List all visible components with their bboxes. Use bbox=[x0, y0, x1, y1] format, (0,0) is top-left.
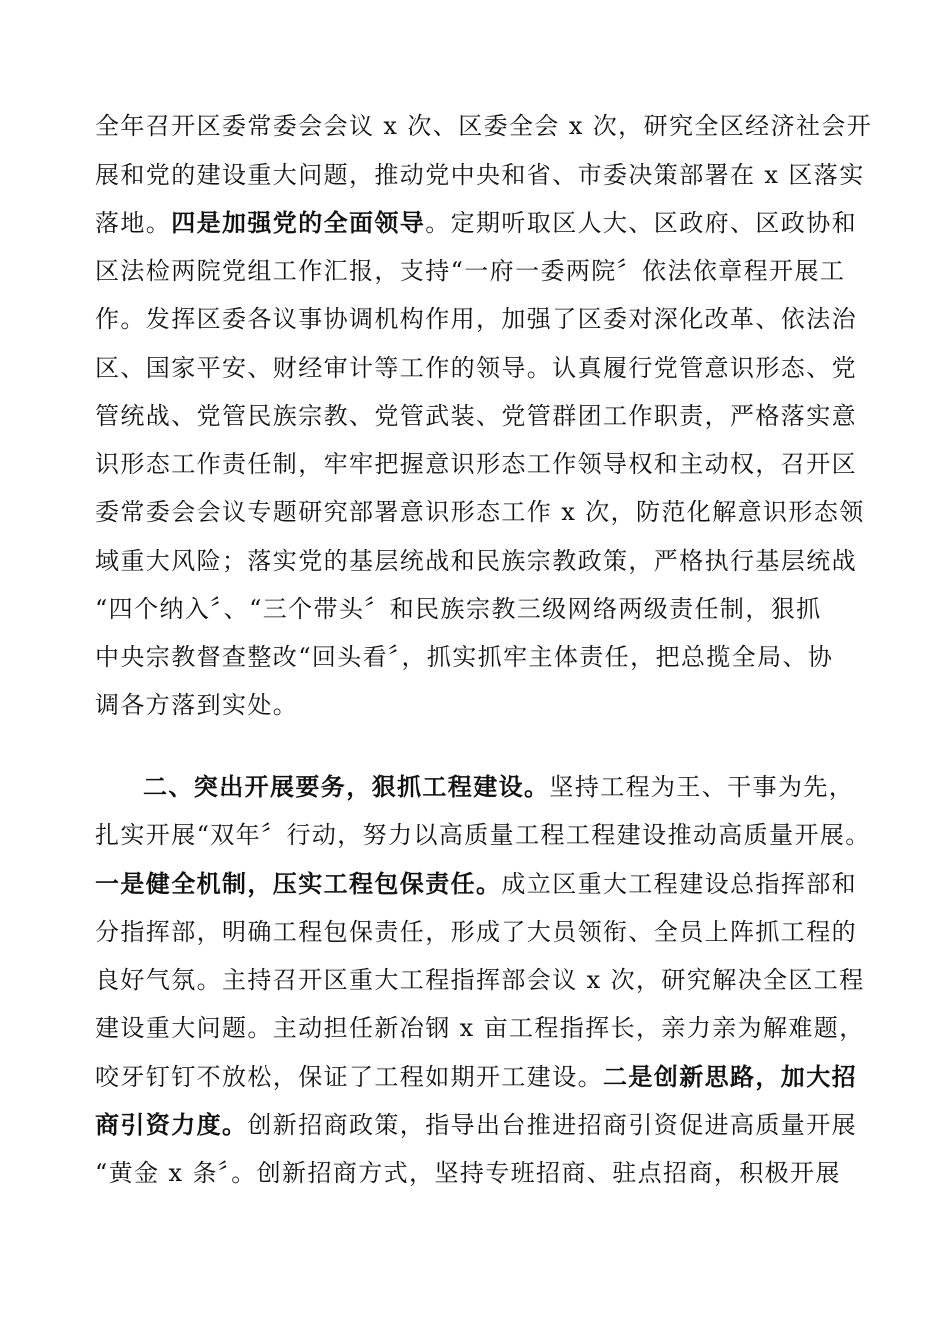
text-line bbox=[95, 299, 857, 339]
text-line bbox=[143, 767, 854, 807]
text-line bbox=[95, 396, 857, 436]
text-line bbox=[95, 1153, 841, 1193]
text-run: 区法检两院党组工作汇报，支持“一府一委两院〞依法依章程开展工 bbox=[95, 257, 846, 285]
text-line bbox=[95, 589, 822, 629]
text-line bbox=[95, 1057, 857, 1097]
text-line bbox=[95, 203, 857, 243]
text-line bbox=[95, 106, 872, 146]
text-run: 全年召开区委常委会会议 x 次、区委全会 x 次，研究全区经济社会开 bbox=[95, 112, 873, 140]
text-run: 创新招商政策，指导出台推进招商引资促进高质量开展 bbox=[247, 1111, 858, 1139]
text-line bbox=[95, 444, 857, 484]
text-run: 良好气氛。主持召开区重大工程指挥部会议 x 次，研究解决全区工程 bbox=[95, 966, 865, 994]
text-run: 区、国家平安、财经审计等工作的领导。认真履行党管意识形态、党 bbox=[95, 354, 857, 382]
bold-heading: 一是健全机制，压实工程包保责任。 bbox=[95, 870, 502, 898]
text-line bbox=[95, 864, 857, 904]
text-run: 中央宗教督查整改“回头看〞，抓实抓牢主体责任，把总揽全局、协 bbox=[95, 643, 834, 671]
text-line bbox=[95, 1008, 865, 1048]
text-run: 调各方落到实处。 bbox=[95, 691, 299, 719]
text-line bbox=[95, 960, 865, 1000]
text-line bbox=[95, 685, 298, 725]
text-line bbox=[95, 637, 833, 677]
text-run: 坚持工程为王、干事为先， bbox=[549, 773, 855, 801]
text-run: 管统战、党管民族宗教、党管武装、党管群团工作职责，严格落实意 bbox=[95, 402, 857, 430]
text-line bbox=[95, 348, 857, 388]
bold-heading: 四是加强党的全面领导 bbox=[171, 209, 426, 237]
text-run: 域重大风险；落实党的基层统战和民族宗教政策，严格执行基层统战 bbox=[95, 547, 857, 575]
text-line bbox=[95, 251, 845, 291]
text-run: “四个纳入〞、“三个带头〞和民族宗教三级网络两级责任制，狠抓 bbox=[95, 595, 822, 623]
text-line bbox=[95, 492, 865, 532]
text-line bbox=[95, 541, 857, 581]
bold-heading: 二是创新思路，加大招 bbox=[603, 1063, 857, 1091]
text-run: 扎实开展“双年〞行动，努力以高质量工程工程建设推动高质量开展。 bbox=[95, 821, 871, 849]
text-run: 成立区重大工程建设总指挥部和 bbox=[501, 870, 858, 898]
text-line bbox=[95, 1105, 857, 1145]
text-run: 展和党的建设重大问题，推动党中央和省、市委决策部署在 x 区落实 bbox=[95, 161, 865, 189]
text-line bbox=[95, 155, 865, 195]
text-run: 作。发挥区委各议事协调机构作用，加强了区委对深化改革、依法治 bbox=[95, 305, 857, 333]
text-line bbox=[95, 912, 857, 952]
text-run: 建设重大问题。主动担任新冶钢 x 亩工程指挥长，亲力亲为解难题， bbox=[95, 1014, 865, 1042]
text-run: 咬牙钉钉不放松，保证了工程如期开工建设。 bbox=[95, 1063, 603, 1091]
bold-heading: 商引资力度。 bbox=[95, 1111, 248, 1139]
section-heading: 二、突出开展要务，狠抓工程建设。 bbox=[143, 773, 550, 801]
text-run: “黄金 x 条〞。创新招商方式，坚持专班招商、驻点招商，积极开展 bbox=[95, 1159, 841, 1187]
text-run: 。定期听取区人大、区政府、区政协和 bbox=[425, 209, 858, 237]
text-run: 分指挥部，明确工程包保责任，形成了大员领衔、全员上阵抓工程的 bbox=[95, 918, 857, 946]
text-run: 识形态工作责任制，牢牢把握意识形态工作领导权和主动权，召开区 bbox=[95, 450, 857, 478]
text-run: 落地。 bbox=[95, 209, 172, 237]
text-run: 委常委会会议专题研究部署意识形态工作 x 次，防范化解意识形态领 bbox=[95, 498, 865, 526]
text-line bbox=[95, 815, 871, 855]
